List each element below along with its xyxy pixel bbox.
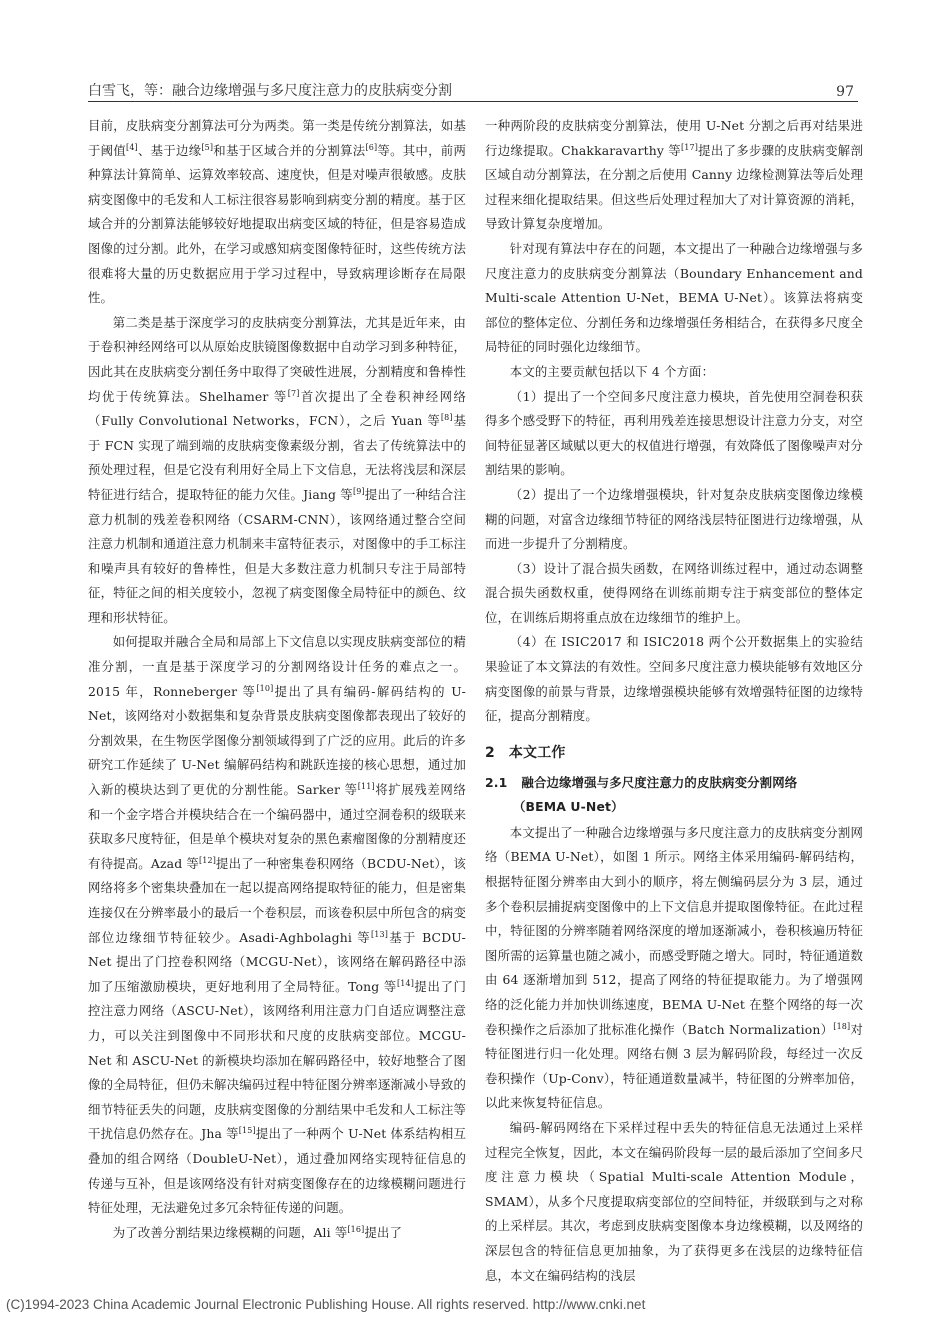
citation: [10] bbox=[256, 683, 274, 693]
contribution-item: （1）提出了一个空间多尺度注意力模块，首先使用空洞卷积获得多个感受野下的特征，再利用残差连接思想设计注意力分支，对空间特征显著区域赋以更大的权值进行增强，有效降低了图像噪声对分割结果的影响。 bbox=[485, 388, 863, 478]
subsection-title-continued: （BEMA U-Net） bbox=[513, 798, 624, 814]
contribution-item: （3）设计了混合损失函数，在网络训练过程中，通过动态调整混合损失函数权重，使得网络在训练前期专注于病变部位的整体定位，在训练后期将重点放在边缘细节的维护上。 bbox=[485, 560, 863, 625]
left-column bbox=[88, 114, 466, 1245]
citation: [12] bbox=[198, 855, 217, 865]
citation: [17] bbox=[681, 142, 699, 152]
citation: [15] bbox=[238, 1126, 256, 1136]
paragraph: 针对现有算法中存在的问题，本文提出了一种融合边缘增强与多尺度注意力的皮肤病变分割算法（Boundary Enhancement and Multi-scale Attention U-Net，BEMA U-Net）。该算法将病变部位的整体定位、分割任务和边缘增强任务相结合，在获得多尺度全局特征的同时强化边缘细节。 bbox=[485, 240, 863, 355]
citation: [5] bbox=[201, 142, 214, 152]
paragraph: 本文的主要贡献包括以下 4 个方面： bbox=[509, 363, 715, 379]
right-column bbox=[485, 114, 863, 1288]
subsection-heading bbox=[485, 771, 863, 819]
subsection-title: 融合边缘增强与多尺度注意力的皮肤病变分割网络 bbox=[521, 774, 798, 790]
citation: [13] bbox=[371, 929, 389, 939]
subsection-number: 2.1 bbox=[485, 774, 508, 790]
header-rule bbox=[88, 101, 858, 102]
citation: [9] bbox=[352, 486, 365, 496]
section-number: 2 bbox=[485, 744, 495, 761]
page-number: 97 bbox=[836, 84, 854, 100]
copyright-footer: (C)1994-2023 China Academic Journal Electronic Publishing House. All rights reserved. http://www.cnki.net bbox=[6, 1297, 646, 1312]
paragraph: 编码-解码网络在下采样过程中丢失的特征信息无法通过上采样过程完全恢复，因此，本文在编码阶段每一层的最后添加了空间多尺度注意力模块（Spatial Multi-scale Attention Module，SMAM），从多个尺度提取病变部位的空间特征，并级联到与之对称的上采样层。其次，考虑到皮肤病变图像本身边缘模糊，以及网络的深层包含的特征信息更加抽象，为了获得更多在浅层的边缘特征信息，本文在编码结构的浅层 bbox=[485, 1119, 863, 1283]
contribution-item: （2）提出了一个边缘增强模块，针对复杂皮肤病变图像边缘模糊的问题，对富含边缘细节特征的网络浅层特征图进行边缘增强，从而进一步提升了分割精度。 bbox=[485, 486, 863, 552]
paragraph: 如何提取并融合全局和局部上下文信息以实现皮肤病变部位的精准分割，一直是基于深度学习的分割网络设计任务的难点之一。2015 年，Ronneberger 等[10]提出了具有编码-解码结构的 U-Net，该网络对小数据集和复杂背景皮肤病变图像都表现出了较好的分割效果，在生物医学图像分割领域得到了广泛的应用。此后的许多研究工作延续了 U-Net 编解码结构和跳跃连接的核心思想，通过加入新的模块达到了更优的分割性能。Sarker 等[11]将扩展残差网络和一个金字塔合并模块结合在一个编码器中，通过空洞卷积的级联来获取多尺度特征，但是单个模块对复杂的黑色素瘤图像的分割精度还有待提高。Azad 等[12]提出了一种密集卷积网络（BCDU-Net），该网络将多个密集块叠加在一起以提高网络提取特征的能力，但是密集连接仅在分辨率最小的最后一个卷积层，而该卷积层中所包含的病变部位边缘细节特征较少。Asadi-Aghbolaghi 等[13]基于 BCDU-Net 提出了门控卷积网络（MCGU-Net），该网络在解码路径中添加了压缩激励模块，更好地利用了全局特征。Tong 等[14]提出了门控注意力网络（ASCU-Net），该网络利用注意力门自适应调整注意力，可以关注到图像中不同形状和尺度的皮肤病变部位。MCGU-Net 和 ASCU-Net 的新模块均添加在解码路径中，较好地整合了图像的全局特征，但仍未解决编码过程中特征图分辨率逐渐减小导致的细节特征丢失的问题，皮肤病变图像的分割结果中毛发和人工标注等干扰信息仍然存在。Jha 等[15]提出了一种两个 U-Net 体系结构相互叠加的组合网络（DoubleU-Net），通过叠加网络实现特征信息的传递与互补，但是该网络没有针对病变图像存在的边缘模糊问题进行特征处理，无法避免过多冗余特征传递的问题。 bbox=[88, 634, 467, 1216]
running-title: 白雪飞，等：融合边缘增强与多尺度注意力的皮肤病变分割 bbox=[88, 83, 452, 99]
paragraph: 一种两阶段的皮肤病变分割算法，使用 U-Net 分割之后再对结果进行边缘提取。Chakkaravarthy 等[17]提出了多步骤的皮肤病变解剖区域自动分割算法，在分割之后使用 Canny 边缘检测算法等后处理过程来细化提取结果。但这些后处理过程加大了对计算资源的消耗，导致计算复杂度增加。 bbox=[485, 118, 863, 232]
paragraph: 为了改善分割结果边缘模糊的问题，Ali 等[16]提出了 bbox=[112, 1224, 403, 1240]
citation: [8] bbox=[440, 413, 453, 422]
citation: [14] bbox=[396, 978, 414, 988]
citation: [11] bbox=[357, 781, 375, 791]
citation: [7] bbox=[287, 388, 300, 398]
citation: [18] bbox=[833, 1021, 851, 1031]
contribution-item: （4）在 ISIC2017 和 ISIC2018 两个公开数据集上的实验结果验证了本文算法的有效性。空间多尺度注意力模块能够有效地区分病变图像的前景与背景，边缘增强模块能够有效增强特征图的边缘特征，提高分割精度。 bbox=[485, 634, 863, 724]
section-title: 本文工作 bbox=[508, 744, 566, 761]
paragraph: 目前，皮肤病变分割算法可分为两类。第一类是传统分割算法，如基于阈值[4]、基于边缘[5]和基于区域合并的分割算法[6]等。其中，前两种算法计算简单、运算效率较高、速度快，但是对噪声很敏感。皮肤病变图像中的毛发和人工标注很容易影响到病变分割的精度。基于区域合并的分割算法能够较好地提取出病变区域的特征，但是容易造成图像的过分割。此外，在学习或感知病变图像特征时，这些传统方法很难将大量的历史数据应用于学习过程中，导致病理诊断存在局限性。 bbox=[88, 118, 466, 306]
running-header bbox=[88, 76, 854, 100]
citation: [4] bbox=[126, 142, 138, 152]
paragraph: 本文提出了一种融合边缘增强与多尺度注意力的皮肤病变分割网络（BEMA U-Net），如图 1 所示。网络主体采用编码-解码结构，根据特征图分辨率由大到小的顺序，将左侧编码层分为 3 层，通过多个卷积层捕捉病变图像中的上下文信息并提取图像特征。在此过程中，特征图的分辨率随着网络深度的增加逐渐减小，卷积核遍历特征图所需的运算量也随之减小，而感受野随之增大。同时，特征通道数由 64 逐渐增加到 512，提高了网络的特征提取能力。为了增强网络的泛化能力并加快训练速度，BEMA U-Net 在整个网络的每一次卷积操作之后添加了批标准化操作（Batch Normalization）[18]对特征图进行归一化处理。网络右侧 3 层为解码阶段，每经过一次反卷积操作（Up-Conv），特征通道数量减半，特征图的分辨率加倍，以此来恢复特征信息。 bbox=[485, 824, 863, 1111]
paragraph: 第二类是基于深度学习的皮肤病变分割算法，尤其是近年来，由于卷积神经网络可以从原始皮肤镜图像数据中自动学习到多种特征，因此其在皮肤病变分割任务中取得了突破性进展，分割精度和鲁棒性均优于传统算法。Shelhamer 等[7]首次提出了全卷积神经网络（Fully Convolutional Networks，FCN），之后 Yuan 等[8]基于 FCN 实现了端到端的皮肤病变像素级分割，省去了传统算法中的预处理过程，但是它没有利用好全局上下文信息，无法将浅层和深层特征进行结合，提取特征的能力欠佳。Jiang 等[9]提出了一种结合注意力机制的残差卷积网络（CSARM-CNN），该网络通过整合空间注意力机制和通道注意力机制来丰富特征表示，对图像中的手工标注和噪声具有较好的鲁棒性，但是大多数注意力机制只专注于局部特征，特征之间的相关度较小，忽视了病变图像全局特征中的颜色、纹理和形状特征。 bbox=[88, 314, 466, 625]
citation: [6] bbox=[365, 142, 378, 152]
citation: [16] bbox=[347, 1224, 365, 1234]
section-heading bbox=[485, 743, 863, 763]
